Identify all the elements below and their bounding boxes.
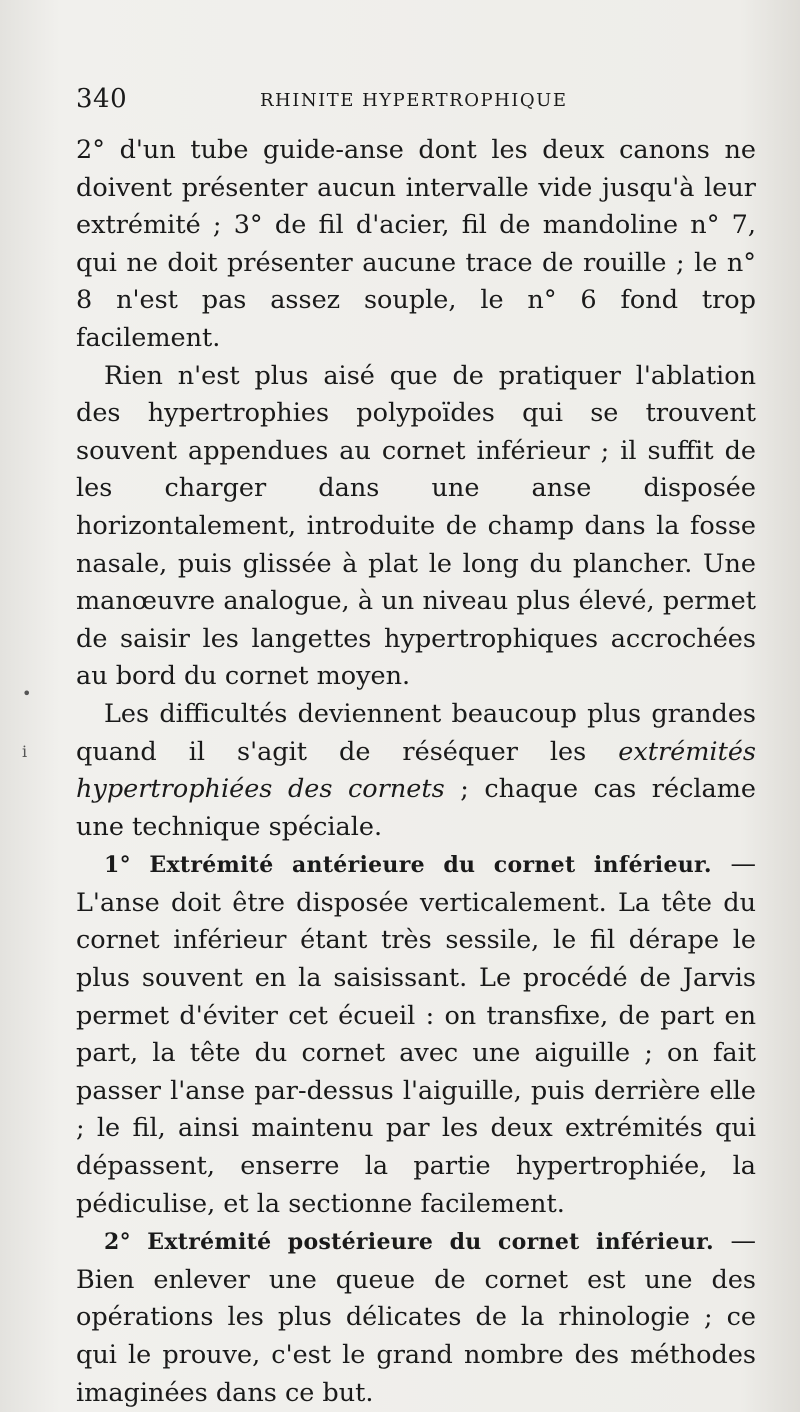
italic-term: extrémités hypertrophiées des cornets: [76, 736, 756, 805]
section-heading: 2° Extrémité postérieure du cornet inférieur.: [104, 1229, 714, 1256]
paragraph: [76, 846, 756, 1223]
paragraph-text: Rien n'est plus aisé que de pratiquer l'ablation des hypertrophies polypoïdes qui se trouvent souvent appendues au cornet inférieur ; il suffit de les charger dans une anse disposée horizontalement, introduite de champ dans la fosse nasale, puis glissée à plat le long du plancher. Une manœuvre analogue, à un niveau plus élevé, permet de saisir les langettes hypertrophiques accrochées au bord du cornet moyen.: [76, 360, 756, 692]
paragraph: [76, 132, 756, 358]
paragraph: [76, 696, 756, 846]
margin-mark: •: [22, 684, 32, 703]
paragraph-text: — Bien enlever une queue de cornet est une des opérations les plus délicates de la rhinologie ; ce qui le prouve, c'est le grand nombre des méthodes imaginées dans ce but.: [76, 1226, 756, 1408]
paragraph-text: ; chaque cas réclame une technique spéciale.: [76, 774, 756, 842]
section-heading: 1° Extrémité antérieure du cornet inférieur.: [104, 852, 712, 879]
paragraph-text: 2° d'un tube guide-anse dont les deux canons ne doivent présenter aucun intervalle vide jusqu'à leur extrémité ; 3° de fil d'acier, fil de mandoline n° 7, qui ne doit présenter aucune trace de rouille ; le n° 8 n'est pas assez souple, le n° 6 fond trop facilement.: [76, 135, 756, 353]
margin-mark: ⅰ: [22, 742, 28, 761]
running-head: RHINITE HYPERTROPHIQUE: [260, 90, 568, 111]
paragraph-text: — L'anse doit être disposée verticalement. La tête du cornet inférieur étant très sessile, le fil dérape le plus souvent en la saisissant. Le procédé de Jarvis permet d'éviter cet écueil : on transfixe, de part en part, la tête du cornet avec une aiguille ; on fait passer l'anse par-dessus l'aiguille, puis derrière elle ; le fil, ainsi maintenu par les deux extrémités qui dépassent, enserre la partie hypertrophiée, la pédiculise, et la sectionne facilement.: [76, 849, 756, 1219]
page-number: 340: [76, 84, 128, 114]
paragraph: [76, 1223, 756, 1412]
body-text: [76, 132, 756, 1412]
page-header: [76, 84, 756, 124]
paragraph: [76, 358, 756, 696]
paragraph-text: Les difficultés deviennent beaucoup plus grandes quand il s'agit de réséquer les: [76, 698, 756, 767]
